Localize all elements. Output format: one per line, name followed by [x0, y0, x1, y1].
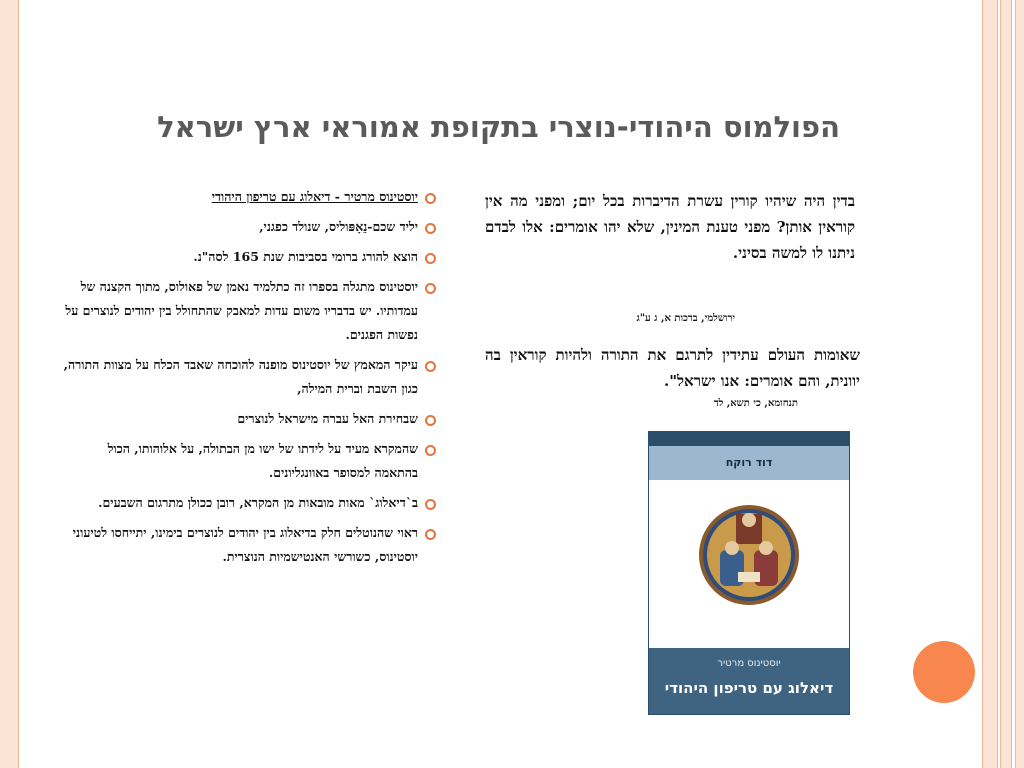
bullet-circle-icon — [425, 445, 436, 456]
bullet-item — [60, 491, 436, 515]
left-frame-stripe — [0, 0, 19, 768]
bullet-item — [60, 245, 436, 269]
right-frame-stripe — [982, 0, 998, 768]
medallion-illustration-icon — [698, 500, 800, 610]
bullet-item — [60, 407, 436, 431]
book-top-band — [649, 432, 849, 446]
right-frame-stripe — [1000, 0, 1012, 768]
bullet-item — [60, 185, 436, 209]
book-title: דיאלוג עם טריפון היהודי — [664, 679, 834, 697]
quote-yerushalmi: בדין היה שיהיו קורין עשרת הדיברות בכל יום; ומפני מה אין קוראין אותן? מפני טענת המינין, שלא יהו אומרים: אלו לבדם ניתנו לו למשה בסיני. — [485, 192, 855, 262]
bullet-item — [60, 275, 436, 347]
bullet-text: יוסטינוס מתגלה בספרו זה כתלמיד נאמן של פאולוס, מתוך הקצנה של עמדותיו. יש בדבריו משום עדות למאבק שהתחולל בין יהודים לנוצרים על נפשות הפגנים. — [65, 279, 418, 342]
decorative-orange-circle — [913, 641, 975, 703]
bullet-circle-icon — [425, 499, 436, 510]
book-author: יוסטינוס מרטיר — [717, 658, 781, 669]
quote-source: ירושלמי, ברכות א, ג ע"ג — [636, 313, 735, 324]
bullet-circle-icon — [425, 193, 436, 204]
right-frame-stripe — [1015, 0, 1024, 768]
bullet-item — [60, 353, 436, 401]
bullet-text: שהמקרא מעיד על לידתו של ישו מן הבתולה, על אלוהותו, הכול בהתאמה למסופר באוונגליונים. — [107, 441, 418, 480]
book-top-author: דוד רוקח — [649, 446, 849, 480]
bullet-item — [60, 437, 436, 485]
bullet-list — [60, 185, 436, 575]
bullet-circle-icon — [425, 253, 436, 264]
bullet-circle-icon — [425, 415, 436, 426]
bullet-text: ב`דיאלוג` מאות מובאות מן המקרא, רובן ככולן מתרגום השבעים. — [98, 495, 418, 510]
quote-tanchuma: שאומות העולם עתידין לתרגם את התורה ולהיות קוראין בה יוונית, והם אומרים: אנו ישראל". — [485, 346, 860, 390]
bullet-item — [60, 521, 436, 569]
bullet-text: ראוי שהנוטלים חלק בדיאלוג בין יהודים לנוצרים בימינו, יתייחסו לטיעוני יוסטינוס, כשורשי האנטישמיות הנוצרית. — [72, 525, 418, 564]
bullet-text: יליד שכם-נֵאָפּוליס, שנולד כפגני, — [259, 219, 418, 234]
bullet-circle-icon — [425, 361, 436, 372]
bullet-text: הוצא להורג ברומי בסביבות שנת 165 לסה"נ. — [193, 249, 418, 264]
quote-source: תנחומא, כי תשא, לד — [713, 398, 798, 409]
slide-title: הפולמוס היהודי-נוצרי בתקופת אמוראי ארץ ישראל — [157, 110, 840, 144]
bullet-text: עיקר המאמץ של יוסטינוס מופנה להוכחה שאבד הכלח על מצוות התורה, כגון השבת וברית המילה, — [63, 357, 418, 396]
bullet-text: יוסטינוס מרטיר - דיאלוג עם טריפון היהודי — [211, 189, 418, 204]
bullet-circle-icon — [425, 223, 436, 234]
bullet-circle-icon — [425, 283, 436, 294]
bullet-text: שבחירת האל עברה מישראל לנוצרים — [237, 411, 418, 426]
bullet-circle-icon — [425, 529, 436, 540]
bullet-item — [60, 215, 436, 239]
book-cover-image — [648, 431, 850, 715]
